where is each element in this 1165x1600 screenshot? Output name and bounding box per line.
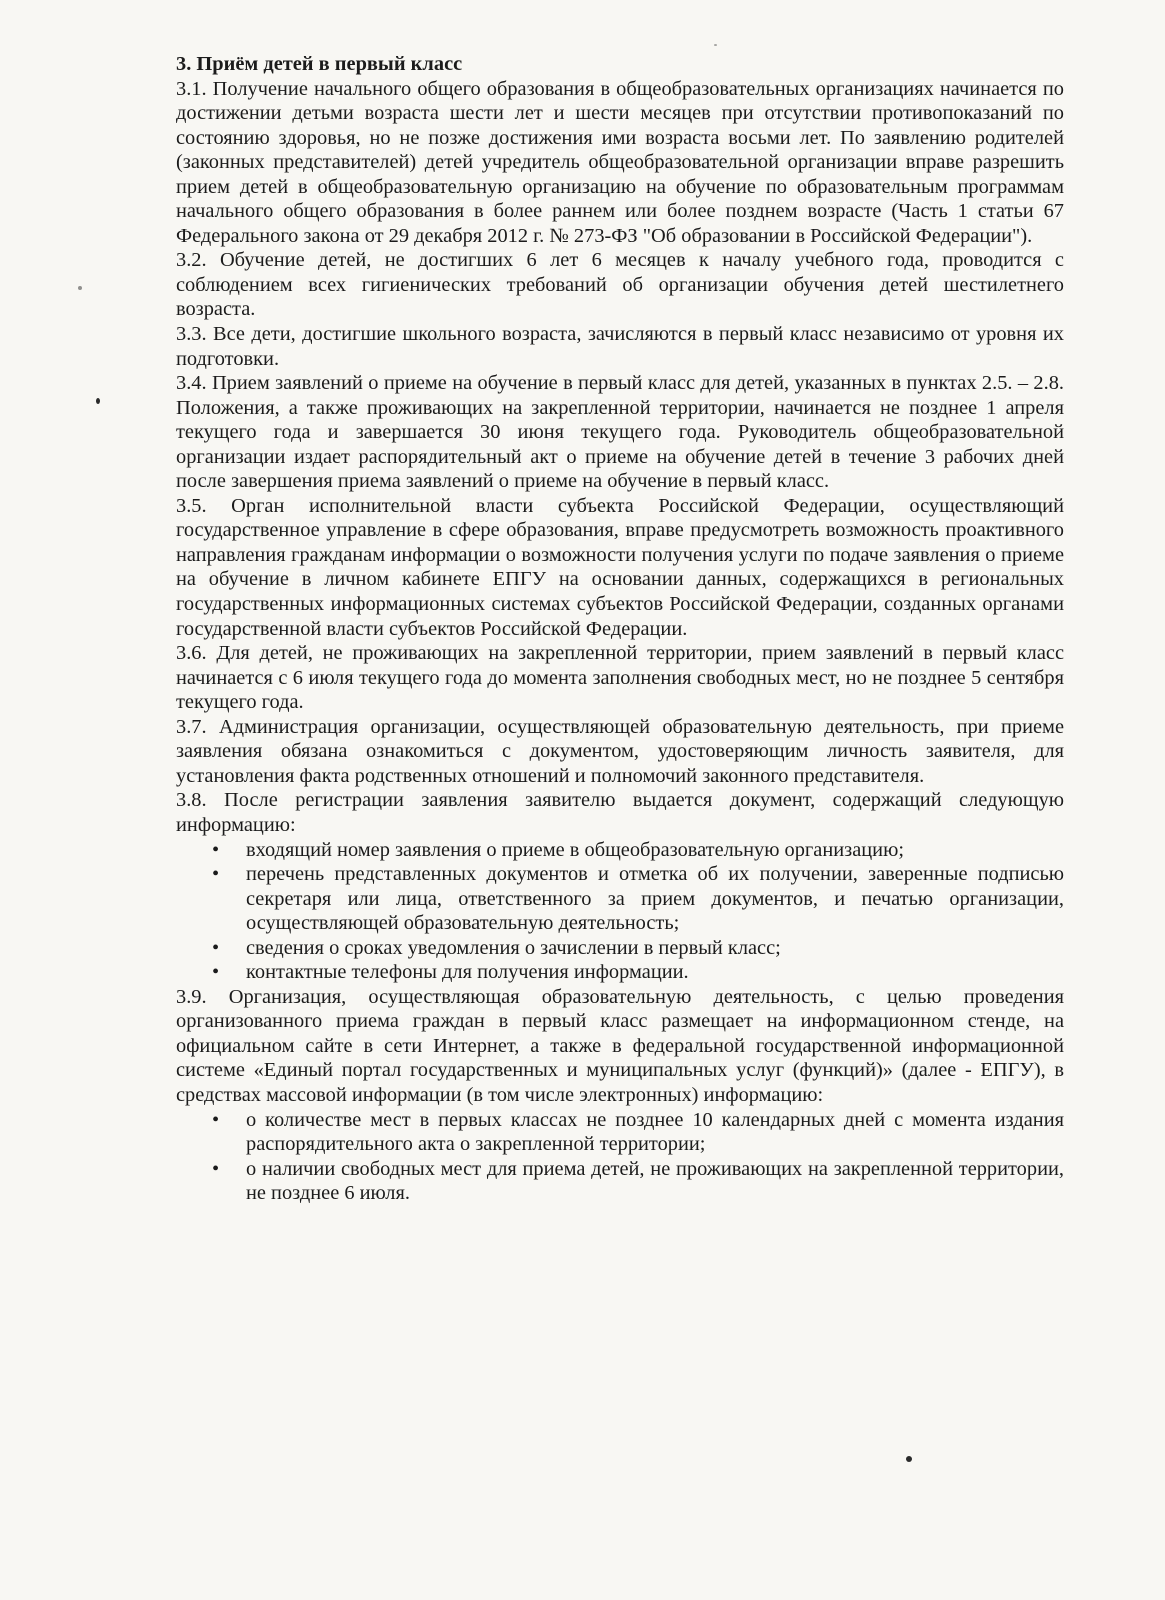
bullet-icon: • <box>212 838 220 861</box>
bullet-icon: • <box>212 1157 220 1180</box>
list-item <box>212 1108 1064 1157</box>
list-item <box>212 838 1064 863</box>
scan-speck <box>714 44 717 46</box>
bullet-list <box>176 1108 1064 1206</box>
list-item <box>212 862 1064 936</box>
bullet-icon: • <box>212 936 220 959</box>
list-item-text: контактные телефоны для получения информации. <box>246 961 689 984</box>
paragraph: 3.7. Администрация организации, осуществляющей образовательную деятельность, при приеме заявления обязана ознакомиться с документом, удостоверяющим личность заявителя, для установления факта родственных отношений и полномочий законного представителя. <box>176 715 1064 787</box>
paragraph: 3.9. Организация, осуществляющая образовательную деятельность, с целью проведения организованного приема граждан в первый класс размещает на информационном стенде, на официальном сайте в сети Интернет, а также в федеральной государственной информационной системе «Единый портал государственных и муниципальных услуг (функций)» (далее - ЕПГУ), в средствах массовой информации (в том числе электронных) информацию: <box>176 985 1064 1106</box>
bullet-list <box>176 838 1064 985</box>
list-item-text: входящий номер заявления о приеме в общеобразовательную организацию; <box>246 838 904 861</box>
list-item-text: о наличии свободных мест для приема детей, не проживающих на закрепленной территории, не позднее 6 июля. <box>246 1157 1064 1205</box>
bullet-icon: • <box>212 863 220 886</box>
paragraph: 3.4. Прием заявлений о приеме на обучение в первый класс для детей, указанных в пунктах 2.5. – 2.8. Положения, а также проживающих на закрепленной территории, начинается не позднее 1 апреля текущего года и завершается 30 июня текущего года. Руководитель общеобразовательной организации издает распорядительный акт о приеме на обучение детей в течение 3 рабочих дней после завершения приема заявлений о приеме на обучение в первый класс. <box>176 372 1064 493</box>
document-body <box>176 52 1064 1206</box>
list-item <box>212 936 1064 961</box>
paragraph: 3.2. Обучение детей, не достигших 6 лет 6 месяцев к началу учебного года, проводится с соблюдением всех гигиенических требований об организации обучения детей шестилетнего возраста. <box>176 249 1064 321</box>
scan-speck <box>96 398 100 404</box>
list-item <box>212 1157 1064 1206</box>
paragraph: 3.5. Орган исполнительной власти субъекта Российской Федерации, осуществляющий государственное управление в сфере образования, вправе предусмотреть возможность проактивного направления гражданам информации о возможности получения услуги по подаче заявления о приеме на обучение в личном кабинете ЕПГУ на основании данных, содержащихся в региональных государственных информационных системах субъектов Российской Федерации, созданных органами государственной власти субъектов Российской Федерации. <box>176 494 1064 640</box>
paragraph: 3.3. Все дети, достигшие школьного возраста, зачисляются в первый класс независимо от уровня их подготовки. <box>176 323 1064 370</box>
section-heading: 3. Приём детей в первый класс <box>176 53 463 75</box>
list-item <box>212 960 1064 985</box>
list-item-text: сведения о сроках уведомления о зачислении в первый класс; <box>246 936 781 959</box>
scan-speck <box>906 1456 912 1462</box>
paragraph: 3.1. Получение начального общего образования в общеобразовательных организациях начинается по достижении детьми возраста шести лет и шести месяцев при отсутствии противопоказаний по состоянию здоровья, но не позже достижения ими возраста восьми лет. По заявлению родителей (законных представителей) детей учредитель общеобразовательной организации вправе разрешить прием детей в общеобразовательную организацию на обучение по образовательным программам начального общего образования в более раннем или более позднем возрасте (Часть 1 статьи 67 Федерального закона от 29 декабря 2012 г. № 273-ФЗ "Об образовании в Российской Федерации"). <box>176 77 1064 247</box>
paragraph: 3.8. После регистрации заявления заявителю выдается документ, содержащий следующую информацию: <box>176 789 1064 836</box>
bullet-icon: • <box>212 1108 220 1131</box>
list-item-text: о количестве мест в первых классах не позднее 10 календарных дней с момента издания распорядительного акта о закрепленной территории; <box>246 1108 1064 1156</box>
scan-speck <box>78 286 82 290</box>
bullet-icon: • <box>212 961 220 984</box>
list-item-text: перечень представленных документов и отметка об их получении, заверенные подписью секретаря или лица, ответственного за прием документов, и печатью организации, осуществляющей образовательную деятельность; <box>246 863 1064 935</box>
paragraph: 3.6. Для детей, не проживающих на закрепленной территории, прием заявлений в первый класс начинается с 6 июля текущего года до момента заполнения свободных мест, но не позднее 5 сентября текущего года. <box>176 642 1064 714</box>
